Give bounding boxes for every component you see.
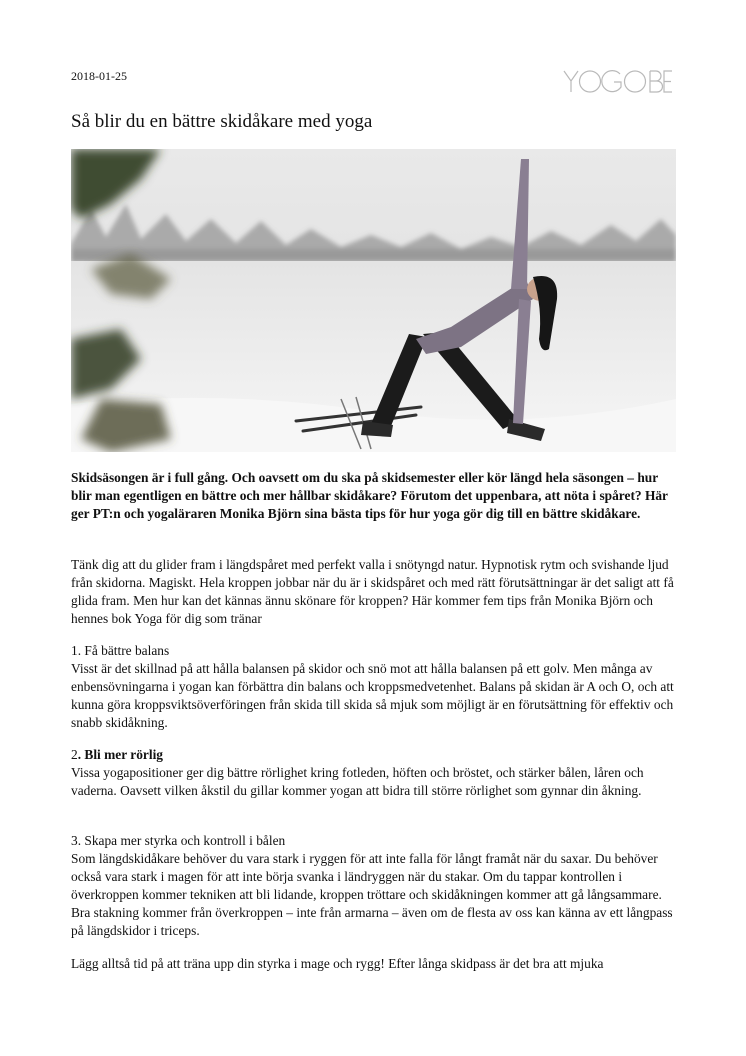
article-closing: Lägg alltså tid på att träna upp din styrka i mage och rygg! Efter långa skidpass är det bra att mjuka [71, 956, 604, 971]
section-heading: 2. Bli mer rörlig [71, 747, 163, 762]
hero-photo [71, 149, 676, 452]
yogobe-logo [562, 67, 674, 95]
section-heading: 1. Få bättre balans [71, 643, 170, 658]
article-title: Så blir du en bättre skidåkare med yoga [71, 111, 373, 132]
publish-date: 2018-01-25 [71, 69, 127, 83]
photo-woman-yoga-triangle-pose-snow [71, 149, 676, 452]
article-lead: Skidsäsongen är i full gång. Och oavsett om du ska på skidsemester eller kör längd hela säsongen – hur blir man egentligen en bättre och mer hållbar skidåkare? Förutom det uppenbara, att nöta i spåret? Här ger PT:n och yogaläraren Monika Björn sina bästa tips för hur yoga gör dig till en bättre skidåkare. [71, 470, 668, 521]
section-heading: 3. Skapa mer styrka och kontroll i bålen [71, 833, 286, 848]
section-body: Som längdskidåkare behöver du vara stark i ryggen för att inte falla för långt framåt när du saxar. Du behöver också vara stark i magen för att inte börja svanka i ländryggen när du stakar. Om du tappar kontrollen i överkroppen kommer tekniken att bli lidande, kroppen tröttare och skidåkningen kommer att gå långsammare. Bra stakning kommer från överkroppen – inte från armarna – även om de flesta av oss kan känna av ett långpass på längdskidor i triceps. [71, 851, 673, 938]
section-body: Vissa yogapositioner ger dig bättre rörlighet kring fotleden, höften och bröstet, och stärker bålen, låren och vaderna. Oavsett vilken åkstil du gillar kommer yogan att bidra till större rörlighet som gynnar din åkning. [71, 765, 644, 798]
section-3 [71, 832, 681, 940]
article-intro: Tänk dig att du glider fram i längdspåret med perfekt valla i snötyngd natur. Hypnotisk rytm och svishande ljud från skidorna. Magiskt. Hela kroppen jobbar när du är i skidspåret och med rätt förutsättningar är det saligt att få glida fram. Men hur kan det kännas ännu skönare för kroppen? Här kommer fem tips från Monika Björn och hennes bok Yoga för dig som tränar [71, 557, 674, 626]
section-1 [71, 642, 681, 732]
section-body: Visst är det skillnad på att hålla balansen på skidor och snö mot att hålla balansen på ett golv. Men många av enbensövningarna i yogan kan förbättra din balans och kroppsmedvetenhet. Balans på skidan är A och O, och att kunna göra kroppsviktsöverföringen från skida till skida så mjuk som möjligt är en förutsättning för effektiv och snabb skidåkning. [71, 661, 674, 730]
section-2 [71, 746, 681, 800]
